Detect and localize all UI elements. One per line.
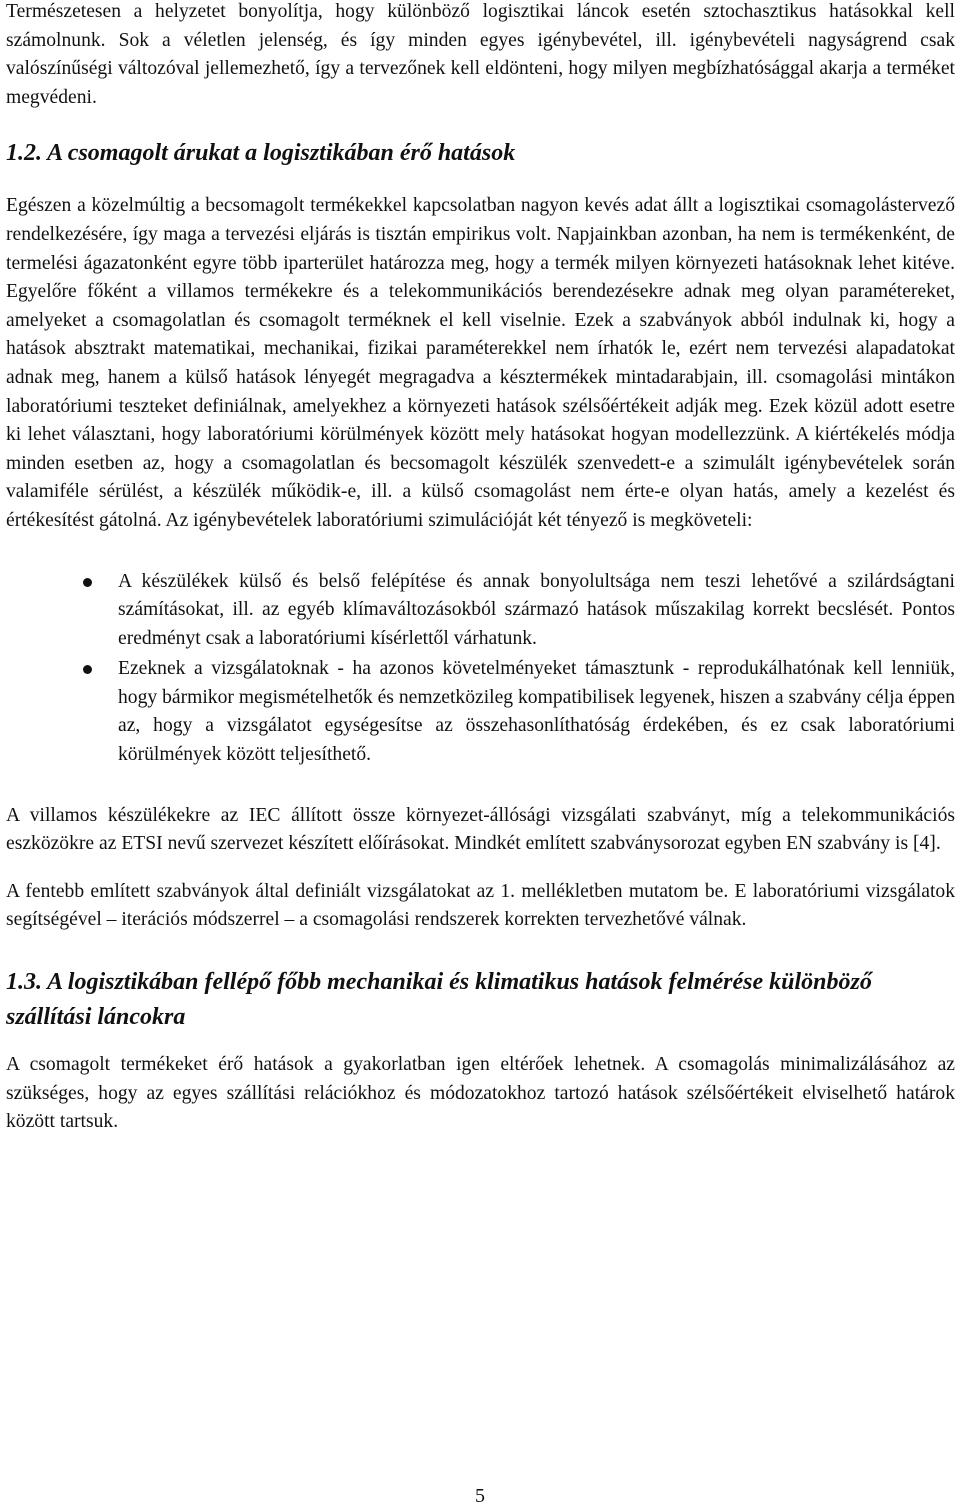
bullet-dot-icon <box>83 665 92 674</box>
bullet-item <box>6 568 955 654</box>
intro-paragraph: Természetesen a helyzetet bonyolítja, hogy különböző logisztikai láncok esetén sztochasztikus hatásokkal kell számolnunk. Sok a véletlen jelenség, és így minden egyes igénybevétel, ill. igénybevételi nagyságrend csak valószínűségi változóval jellemezhető, így a tervezőnek kell eldönteni, hogy milyen megbízhatósággal akarja a terméket megvédeni. <box>6 1 955 108</box>
section-heading-1-3: 1.3. A logisztikában fellépő főbb mechanikai és klimatikus hatások felmérése különböző szállítási láncokra <box>6 969 872 1031</box>
bullet-text: A készülékek külső és belső felépítése és annak bonyolultsága nem teszi lehetővé a szilárdságtani számításokat, ill. az egyéb klímaváltozásokból származó hatások műszakilag korrekt becslését. Pontos eredményt csak a laboratóriumi kísérlettől várhatunk. <box>118 570 955 649</box>
page-number: 5 <box>475 1485 485 1507</box>
bullet-text: Ezeknek a vizsgálatoknak - ha azonos követelményeket támasztunk - reprodukálhatónak kell lenniük, hogy bármikor megismételhetők és nemzetközileg kompatibilisek legyenek, hiszen a szabvány célja éppen az, hogy a vizsgálatot egységesítse az összehasonlíthatóság érdekében, és ez csak laboratóriumi körülmények között teljesíthető. <box>118 658 955 766</box>
section-1-3-paragraph: A csomagolt termékeket érő hatások a gyakorlatban igen eltérőek lehetnek. A csomagolás minimalizálásához az szükséges, hogy az egyes szállítási relációkhoz és módozatokhoz tartozó hatások szélsőértékeit elviselhető határok között tartsuk. <box>6 1054 955 1133</box>
bullet-item <box>6 655 955 769</box>
section-heading-1-2: 1.2. A csomagolt árukat a logisztikában érő hatások <box>6 140 516 167</box>
bullet-dot-icon <box>83 578 92 587</box>
bullet-list <box>6 568 955 770</box>
annex-paragraph: A fentebb említett szabványok által definiált vizsgálatokat az 1. mellékletben mutatom be. E laboratóriumi vizsgálatok segítségével – iterációs módszerrel – a csomagolási rendszerek korrekten tervezhetővé válnak. <box>6 880 955 931</box>
iec-paragraph: A villamos készülékekre az IEC állított össze környezet-állósági vizsgálati szabványt, míg a telekommunikációs eszközökre az ETSI nevű szervezet készített előírásokat. Mindkét említett szabványsorozat egyben EN szabvány is [4]. <box>6 804 955 855</box>
section-1-2-paragraph: Egészen a közelmúltig a becsomagolt termékekkel kapcsolatban nagyon kevés adat állt a logisztikai csomagolástervező rendelkezésére, így maga a tervezési eljárás is tisztán empirikus volt. Napjainkban azonban, ha nem is termékenként, de termelési ágazatonként egyre több iparterület határozza meg, hogy a termék milyen környezeti hatásoknak lehet kitéve. Egyelőre főként a villamos termékekre és a telekommunikációs berendezésekre adnak meg olyan paramétereket, amelyeket a csomagolatlan és csomagolt terméknek el kell viselnie. Ezek a szabványok abból indulnak ki, hogy a hatások absztrakt matematikai, mechanikai, fizikai paraméterekkel nem írhatók le, ezért nem tervezési alapadatokat adnak meg, hanem a külső hatások lényegét megragadva a késztermékek mintadarabjain, ill. csomagolási mintákon laboratóriumi teszteket definiálnak, amelyekhez a környezeti hatások szélsőértékeit adják meg. Ezek közül adott esetre ki lehet választani, hogy laboratóriumi körülmények között mely hatásokat hogyan modellezzünk. A kiértékelés módja minden esetben az, hogy a csomagolatlan és becsomagolt készülék szenvedett-e a szimulált igénybevételek során valamiféle sérülést, a készülék működik-e, ill. a külső csomagolást nem érte-e olyan hatás, amely a kezelést és értékesítést gátolná. Az igénybevételek laboratóriumi szimulációját két tényező is megköveteli: <box>6 195 955 531</box>
document-page <box>6 0 955 1137</box>
